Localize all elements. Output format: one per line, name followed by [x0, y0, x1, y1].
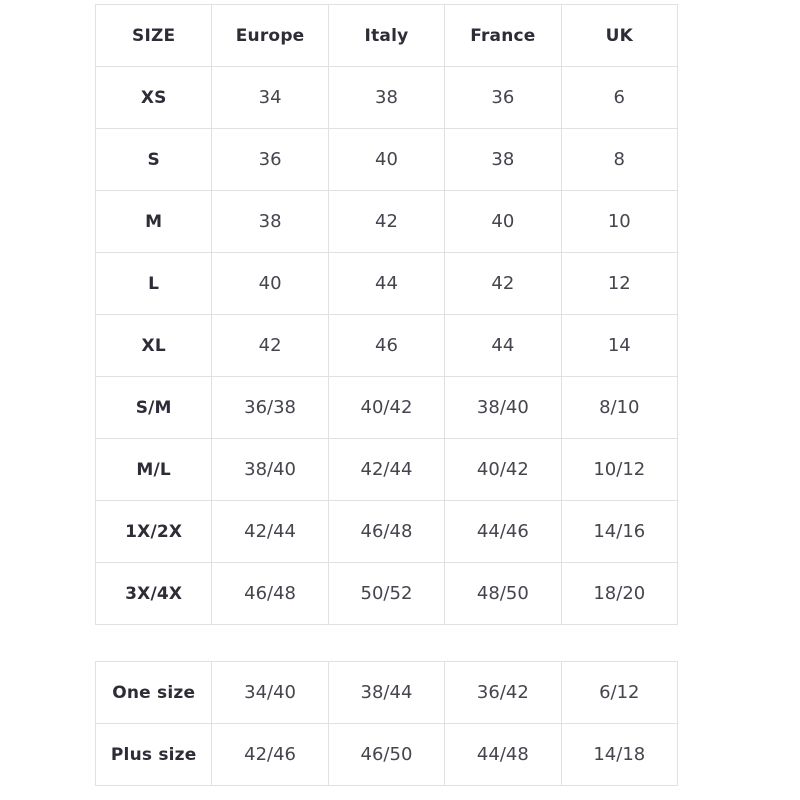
value-cell: 10/12: [561, 439, 677, 501]
table-header-row: [96, 5, 678, 67]
value-cell: 14/16: [561, 501, 677, 563]
table-row: [96, 253, 678, 315]
value-cell: 18/20: [561, 563, 677, 625]
column-header-france: France: [445, 5, 561, 67]
value-cell: 38/40: [445, 377, 561, 439]
value-cell: 40: [212, 253, 328, 315]
table-row: [96, 724, 678, 786]
value-cell: 36: [212, 129, 328, 191]
size-cell: XL: [96, 315, 212, 377]
size-cell: 1X/2X: [96, 501, 212, 563]
table-row: [96, 377, 678, 439]
value-cell: 46: [328, 315, 444, 377]
column-header-uk: UK: [561, 5, 677, 67]
value-cell: 36/38: [212, 377, 328, 439]
table-gap: [95, 625, 800, 661]
column-header-europe: Europe: [212, 5, 328, 67]
size-cell: XS: [96, 67, 212, 129]
value-cell: 42: [328, 191, 444, 253]
size-cell: M: [96, 191, 212, 253]
table-row: [96, 67, 678, 129]
value-cell: 6/12: [561, 662, 677, 724]
size-cell: S/M: [96, 377, 212, 439]
value-cell: 46/50: [328, 724, 444, 786]
column-header-italy: Italy: [328, 5, 444, 67]
value-cell: 14: [561, 315, 677, 377]
value-cell: 38/44: [328, 662, 444, 724]
value-cell: 38: [445, 129, 561, 191]
value-cell: 42/46: [212, 724, 328, 786]
value-cell: 44/48: [445, 724, 561, 786]
size-cell: Plus size: [96, 724, 212, 786]
value-cell: 12: [561, 253, 677, 315]
value-cell: 42/44: [212, 501, 328, 563]
value-cell: 8: [561, 129, 677, 191]
value-cell: 38/40: [212, 439, 328, 501]
value-cell: 42: [212, 315, 328, 377]
value-cell: 40: [445, 191, 561, 253]
value-cell: 36: [445, 67, 561, 129]
value-cell: 40/42: [328, 377, 444, 439]
value-cell: 40: [328, 129, 444, 191]
value-cell: 42/44: [328, 439, 444, 501]
size-conversion-table: [95, 4, 678, 625]
table-row: [96, 563, 678, 625]
value-cell: 38: [212, 191, 328, 253]
size-cell: M/L: [96, 439, 212, 501]
value-cell: 8/10: [561, 377, 677, 439]
column-header-size: SIZE: [96, 5, 212, 67]
value-cell: 34: [212, 67, 328, 129]
value-cell: 34/40: [212, 662, 328, 724]
value-cell: 46/48: [212, 563, 328, 625]
size-cell: One size: [96, 662, 212, 724]
size-cell: S: [96, 129, 212, 191]
value-cell: 48/50: [445, 563, 561, 625]
value-cell: 40/42: [445, 439, 561, 501]
value-cell: 46/48: [328, 501, 444, 563]
value-cell: 38: [328, 67, 444, 129]
table-row: [96, 501, 678, 563]
size-cell: 3X/4X: [96, 563, 212, 625]
value-cell: 6: [561, 67, 677, 129]
special-sizes-table: [95, 661, 678, 786]
value-cell: 44: [328, 253, 444, 315]
value-cell: 50/52: [328, 563, 444, 625]
value-cell: 44: [445, 315, 561, 377]
value-cell: 36/42: [445, 662, 561, 724]
table-row: [96, 439, 678, 501]
table-row: [96, 129, 678, 191]
size-cell: L: [96, 253, 212, 315]
value-cell: 10: [561, 191, 677, 253]
value-cell: 42: [445, 253, 561, 315]
table-row: [96, 662, 678, 724]
value-cell: 44/46: [445, 501, 561, 563]
value-cell: 14/18: [561, 724, 677, 786]
table-row: [96, 191, 678, 253]
table-row: [96, 315, 678, 377]
